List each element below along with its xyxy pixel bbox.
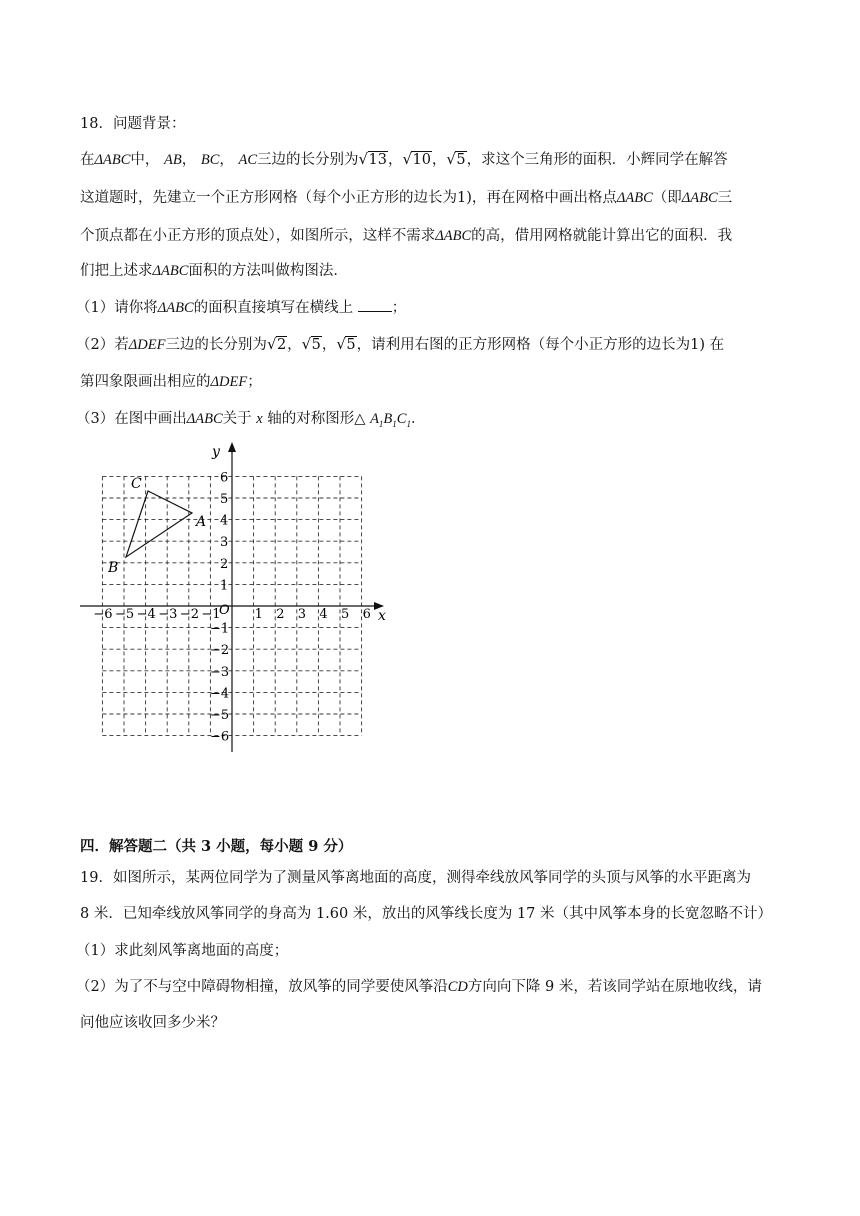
x-tick-label: −1 xyxy=(201,607,221,622)
triangle-abc: ΔABC xyxy=(616,190,653,206)
text: 轴的对称图形△ xyxy=(267,411,366,427)
answer-blank[interactable] xyxy=(358,297,392,312)
q18-title: 18．问题背景： xyxy=(80,116,186,132)
text: 的高，借用网格就能计算出它的面积．我 xyxy=(471,228,733,244)
x-tick-label: 5 xyxy=(341,607,350,622)
x-tick-label: 1 xyxy=(254,607,263,622)
sqrt-5: √ 5 xyxy=(336,335,356,353)
text: 的面积直接填写在横线上 xyxy=(193,300,354,316)
q18-paragraph-line2 xyxy=(80,186,732,207)
text: 这道题时，先建立一个正方形网格（每个小正方形的边长为1)，再在网格中画出格点 xyxy=(80,190,617,206)
x-variable: x xyxy=(256,411,263,427)
q18-sub3 xyxy=(76,407,425,429)
text: 三 xyxy=(717,190,733,206)
segment-cd: CD xyxy=(447,979,468,995)
y-axis-label: y xyxy=(212,444,220,460)
text: ，求这个三角形的面积．小辉同学在解答 xyxy=(466,152,728,168)
y-tick-label: −3 xyxy=(210,664,230,680)
triangle-abc: ΔABC xyxy=(186,411,223,427)
text: ， xyxy=(219,152,234,168)
text: 方向向下降 9 米，若该同学站在原地收线，请 xyxy=(467,979,762,995)
y-tick-label: 2 xyxy=(220,556,229,572)
point-a-label: A xyxy=(196,514,207,530)
x-tick-label: 2 xyxy=(276,607,285,622)
q18-paragraph-line4 xyxy=(80,259,348,280)
text: ． xyxy=(410,411,426,427)
sqrt-10: √ 10 xyxy=(402,150,431,168)
q18-paragraph-line3 xyxy=(80,224,732,245)
y-tick-label: −2 xyxy=(210,643,230,659)
y-tick-label: −4 xyxy=(210,686,230,702)
sqrt-2: √ 2 xyxy=(266,335,287,353)
triangle-abc-shape xyxy=(126,491,192,557)
symmetric-triangle-label: $A_1B_1C_1$ xyxy=(370,411,411,429)
q19-line1: 19．如图所示，某两位同学为了测量风筝离地面的高度，测得牵线放风筝同学的头顶与风筝的水平距离为 xyxy=(80,870,751,886)
text: 三边的长分别为 xyxy=(165,337,267,353)
y-tick-label: −1 xyxy=(210,621,230,637)
point-c-label: C xyxy=(131,476,142,492)
q19-line2: 8 米．已知牵线放风筝同学的身高为 1.60 米，放出的风筝线长度为 17 米（其中风筝本身的长宽忽略不计） xyxy=(80,906,773,922)
triangle-def: ΔDEF xyxy=(128,337,166,353)
text: （2）为了不与空中障碍物相撞，放风筝的同学要使风筝沿 xyxy=(76,979,448,995)
q18-sub2-line1 xyxy=(76,333,724,354)
text: （1）请你将 xyxy=(76,300,158,316)
text: 在 xyxy=(80,152,95,168)
x-tick-label: 6 xyxy=(362,607,371,622)
text: 个顶点都在小正方形的顶点处），如图所示，这样不需求 xyxy=(80,228,436,244)
sqrt-5: √ 5 xyxy=(446,150,466,168)
text: ，请利用右图的正方形网格（每个小正方形的边长为1) 在 xyxy=(356,337,725,353)
text: ， xyxy=(387,152,403,168)
triangle-def: ΔDEF xyxy=(210,374,248,390)
triangle-abc: ΔABC xyxy=(435,228,472,244)
text: ； xyxy=(247,374,262,390)
sqrt-13: √ 13 xyxy=(358,150,387,168)
triangle-abc: ΔABC xyxy=(152,263,189,279)
y-tick-label: 5 xyxy=(220,492,229,507)
q18-paragraph-line1 xyxy=(80,148,728,169)
triangle-abc: ΔABC xyxy=(681,190,718,206)
q18-sub2-line2 xyxy=(80,370,262,391)
y-axis-arrow-icon xyxy=(228,442,236,452)
x-tick-label: −5 xyxy=(115,607,135,622)
x-tick-label: −4 xyxy=(136,607,156,622)
text: 关于 xyxy=(222,411,252,427)
text: ， xyxy=(431,152,447,168)
x-tick-label: 3 xyxy=(297,607,307,622)
text: ， xyxy=(287,337,302,353)
text: （3）在图中画出 xyxy=(76,411,187,427)
x-tick-label: −6 xyxy=(93,607,113,622)
q19-sub2-line2: 问他应该收回多少米？ xyxy=(80,1015,225,1031)
q19-sub1: （1）求此刻风筝离地面的高度； xyxy=(76,943,289,959)
y-tick-label: −6 xyxy=(210,729,230,745)
x-tick-label: −3 xyxy=(158,607,178,622)
side-ab: AB xyxy=(164,152,182,168)
text: 第四象限画出相应的 xyxy=(80,374,211,390)
y-tick-label: 3 xyxy=(220,535,229,551)
x-tick-label: 4 xyxy=(319,607,328,622)
triangle-abc: ΔABC xyxy=(94,152,131,168)
text: 们把上述求 xyxy=(80,263,153,279)
text: ； xyxy=(391,300,407,316)
x-tick-label: −2 xyxy=(179,607,199,622)
section-heading: 四．解答题二（共 3 小题，每小题 9 分） xyxy=(80,838,353,855)
text: ， xyxy=(181,152,197,168)
triangle-abc: ΔABC xyxy=(157,300,194,316)
text: （2）若 xyxy=(76,337,129,353)
text: 面积的方法叫做构图法． xyxy=(188,263,348,279)
text: ， xyxy=(321,337,337,353)
text: 三边的长分别为 xyxy=(257,152,359,168)
text: （即 xyxy=(652,190,682,206)
y-tick-label: 4 xyxy=(220,513,229,529)
coordinate-grid-figure xyxy=(78,440,398,758)
text: 中， xyxy=(130,152,160,168)
origin-label: O xyxy=(219,603,230,618)
side-bc: BC xyxy=(200,152,220,168)
side-ac: AC xyxy=(238,152,258,168)
q18-sub1 xyxy=(76,296,406,317)
sqrt-5: √ 5 xyxy=(301,335,321,353)
y-tick-label: 6 xyxy=(220,470,229,486)
y-tick-label: −5 xyxy=(210,708,230,723)
q19-sub2-line1 xyxy=(76,975,762,996)
x-axis-label: x xyxy=(378,608,386,624)
point-b-label: B xyxy=(108,560,119,576)
y-axis xyxy=(228,442,236,752)
y-tick-label: 1 xyxy=(220,578,229,594)
